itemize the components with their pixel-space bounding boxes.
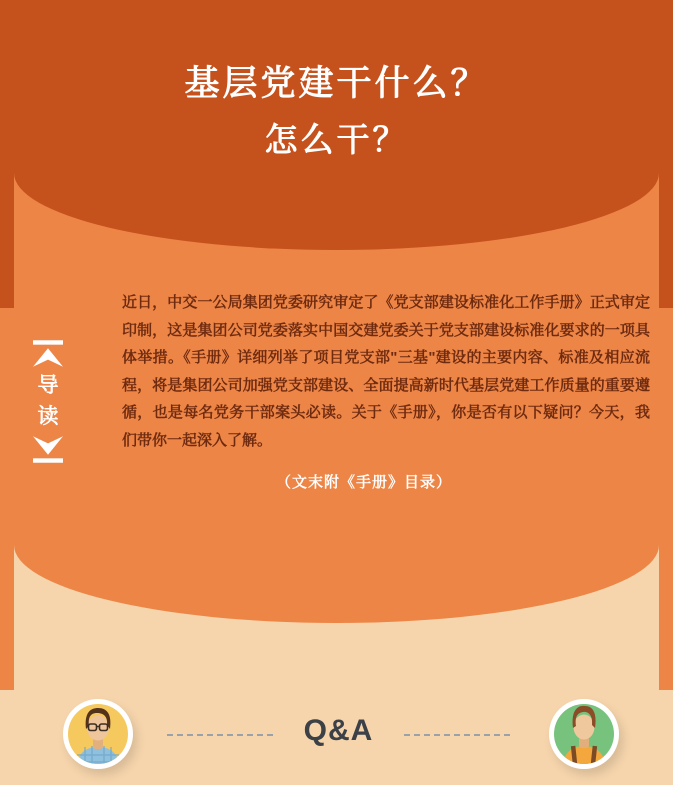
dashed-divider-left (167, 734, 273, 736)
man-with-glasses-avatar (63, 699, 133, 769)
title-line-1: 基层党建干什么？ (184, 64, 489, 103)
qa-title: Q&A (303, 714, 374, 747)
intro-paragraph: 近日，中交一公局集团党委研究审定了《党支部建设标准化工作手册》正式审定印制，这是集团公司党委落实中国交建党委关于党支部建设标准化要求的一项具体举措。《手册》详细列举了项目党支部"三基"建设的主要内容、标准及相应流程，将是集团公司加强党支部建设、全面提高新时代基层党建工作质量的重要遵循，也是每名党务干部案头必读。关于《手册》，你是否有以下疑问？今天，我们带你一起深入了解。 (122, 294, 650, 449)
qa-section (0, 699, 673, 771)
man-with-suspenders-avatar (549, 699, 619, 769)
title-line-2: 怎么干？ (264, 121, 409, 158)
page-title (0, 60, 673, 163)
guide-label (30, 340, 66, 463)
catalog-note: （文末附《手册》目录） (275, 474, 452, 491)
guide-char-du: 读 (37, 405, 59, 428)
scroll-to-bottom-icon (33, 436, 63, 463)
dashed-divider-right (404, 734, 510, 736)
scroll-to-top-icon (33, 340, 63, 367)
guide-char-dao: 导 (37, 374, 59, 397)
